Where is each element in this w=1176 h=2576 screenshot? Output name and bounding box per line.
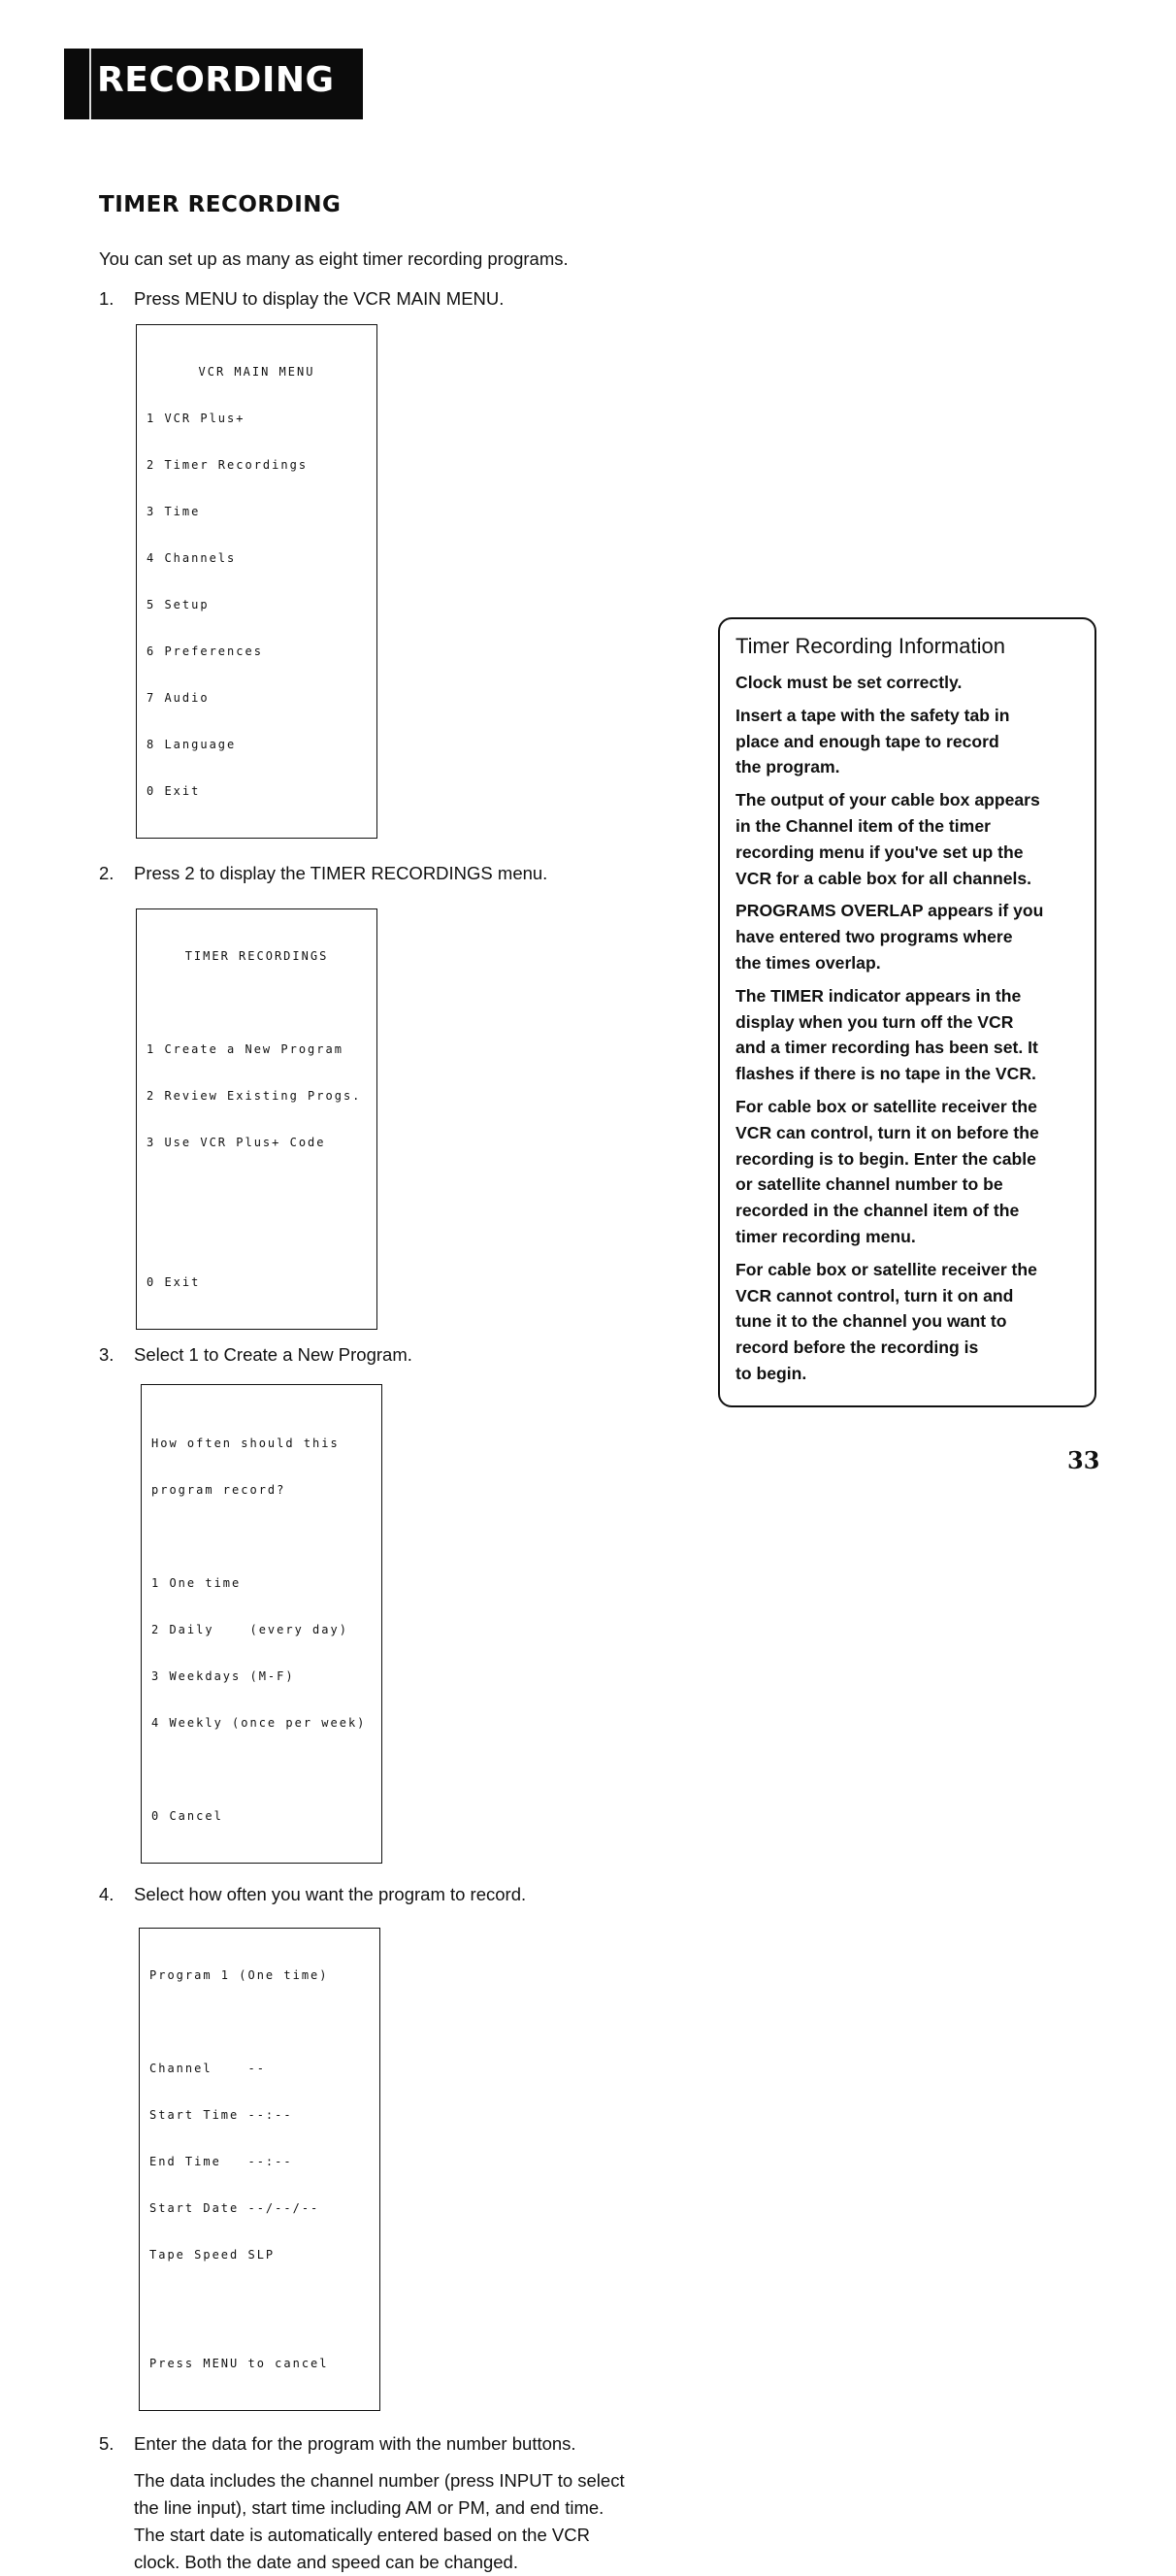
menu-item: 4 Weekly (once per week) <box>151 1716 367 1730</box>
step-text: Enter the data for the program with the number buttons. <box>134 2433 576 2454</box>
menu-item: 6 Preferences <box>147 644 263 658</box>
info-line: the times overlap. <box>735 952 881 973</box>
info-line: Clock must be set correctly. <box>735 673 963 692</box>
menu-item: 2 Timer Recordings <box>147 458 309 472</box>
info-line: The TIMER indicator appears in the <box>735 985 1022 1006</box>
step-number: 3. <box>99 1344 114 1365</box>
info-paragraph <box>735 670 1089 696</box>
section-title: TIMER RECORDING <box>99 192 342 217</box>
banner-divider <box>89 49 91 119</box>
program-field: Channel -- <box>149 2062 266 2075</box>
info-line: recorded in the channel item of the <box>735 1201 1020 1221</box>
info-line: The output of your cable box appears <box>735 790 1040 810</box>
info-line: For cable box or satellite receiver the <box>735 1096 1037 1116</box>
step-number: 5. <box>99 2433 114 2454</box>
info-line: VCR can control, turn it on before the <box>735 1122 1039 1142</box>
step-text: Select 1 to Create a New Program. <box>134 1344 412 1365</box>
menu-item: 3 Time <box>147 505 201 518</box>
menu-item: 2 Daily (every day) <box>151 1623 348 1636</box>
menu-item: 1 Create a New Program <box>147 1042 343 1056</box>
info-line: have entered two programs where <box>735 927 1013 947</box>
step-text: Press MENU to display the VCR MAIN MENU. <box>134 288 505 309</box>
menu-item: 1 VCR Plus+ <box>147 412 245 425</box>
info-line: record before the recording is <box>735 1338 979 1358</box>
menu-item: 5 Setup <box>147 598 210 611</box>
step-number: 1. <box>99 288 114 309</box>
info-paragraphs <box>735 670 1089 1387</box>
detail-line: clock. Both the date and speed can be changed. <box>134 2552 518 2572</box>
info-line: recording menu if you've set up the <box>735 842 1024 862</box>
detail-line: the line input), start time including AM or PM, and end time. <box>134 2497 604 2518</box>
menu-question: program record? <box>151 1483 286 1497</box>
program-footer: Press MENU to cancel <box>149 2357 329 2370</box>
menu-item-exit: 0 Exit <box>147 1275 201 1289</box>
program-field: End Time --:-- <box>149 2155 293 2168</box>
main-column <box>99 190 681 2576</box>
menu-title: TIMER RECORDINGS <box>184 949 329 963</box>
info-line: the program. <box>735 757 840 777</box>
step-3 <box>99 1341 681 1369</box>
frequency-menu-screen <box>141 1384 382 1864</box>
program-title: Program 1 (One time) <box>149 1968 329 1982</box>
info-line: place and enough tape to record <box>735 731 999 751</box>
menu-item: 3 Use VCR Plus+ Code <box>147 1136 326 1149</box>
info-paragraph <box>735 898 1089 975</box>
step-text: Press 2 to display the TIMER RECORDINGS menu. <box>134 863 548 883</box>
detail-line: The start date is automatically entered based on the VCR <box>134 2525 590 2545</box>
step-1 <box>99 285 681 313</box>
info-line: For cable box or satellite receiver the <box>735 1259 1037 1279</box>
info-paragraph <box>735 983 1089 1087</box>
info-line: display when you turn off the VCR <box>735 1011 1014 1032</box>
intro-text: You can set up as many as eight timer recording programs. <box>99 248 569 269</box>
program-entry-screen <box>139 1928 380 2411</box>
info-line: in the Channel item of the timer <box>735 815 991 836</box>
menu-question: How often should this <box>151 1437 340 1450</box>
info-line: timer recording menu. <box>735 1226 916 1246</box>
timer-recordings-menu-screen <box>136 908 377 1330</box>
menu-item: 3 Weekdays (M-F) <box>151 1669 295 1683</box>
step-2 <box>99 860 681 887</box>
step-number: 2. <box>99 863 114 883</box>
info-line: Insert a tape with the safety tab in <box>735 705 1010 725</box>
menu-item: 8 Language <box>147 738 237 751</box>
step-4 <box>99 1881 681 1908</box>
vcr-main-menu-screen <box>136 324 377 839</box>
step-5 <box>99 2430 681 2458</box>
detail-line: The data includes the channel number (press INPUT to select <box>134 2470 625 2491</box>
menu-item-cancel: 0 Cancel <box>151 1809 223 1823</box>
info-paragraph <box>735 1257 1089 1387</box>
info-line: recording is to begin. Enter the cable <box>735 1148 1036 1169</box>
page-number: 33 <box>1067 1446 1100 1474</box>
step-number: 4. <box>99 1884 114 1904</box>
menu-item: 4 Channels <box>147 551 237 565</box>
chapter-banner <box>64 49 363 119</box>
info-paragraph <box>735 787 1089 891</box>
info-line: tune it to the channel you want to <box>735 1311 1007 1332</box>
program-field: Start Date --/--/-- <box>149 2201 320 2215</box>
step-5-detail <box>134 2467 681 2576</box>
info-line: or satellite channel number to be <box>735 1174 1003 1195</box>
info-title: Timer Recording Information <box>735 634 1005 658</box>
menu-title: VCR MAIN MENU <box>198 365 315 379</box>
info-line: VCR cannot control, turn it on and <box>735 1285 1014 1305</box>
menu-item: 1 One time <box>151 1576 242 1590</box>
program-field: Start Time --:-- <box>149 2108 293 2122</box>
info-sidebar-box <box>718 617 1096 1407</box>
info-paragraph <box>735 703 1089 780</box>
info-line: to begin. <box>735 1363 807 1383</box>
menu-item: 0 Exit <box>147 784 201 798</box>
info-line: and a timer recording has been set. It <box>735 1038 1038 1058</box>
info-line: PROGRAMS OVERLAP appears if you <box>735 901 1044 921</box>
info-line: VCR for a cable box for all channels. <box>735 868 1032 888</box>
menu-item: 7 Audio <box>147 691 210 705</box>
chapter-title: RECORDING <box>97 60 335 100</box>
info-paragraph <box>735 1094 1089 1250</box>
step-text: Select how often you want the program to record. <box>134 1884 527 1904</box>
info-line: flashes if there is no tape in the VCR. <box>735 1064 1036 1084</box>
menu-item: 2 Review Existing Progs. <box>147 1089 362 1103</box>
program-field: Tape Speed SLP <box>149 2248 276 2262</box>
